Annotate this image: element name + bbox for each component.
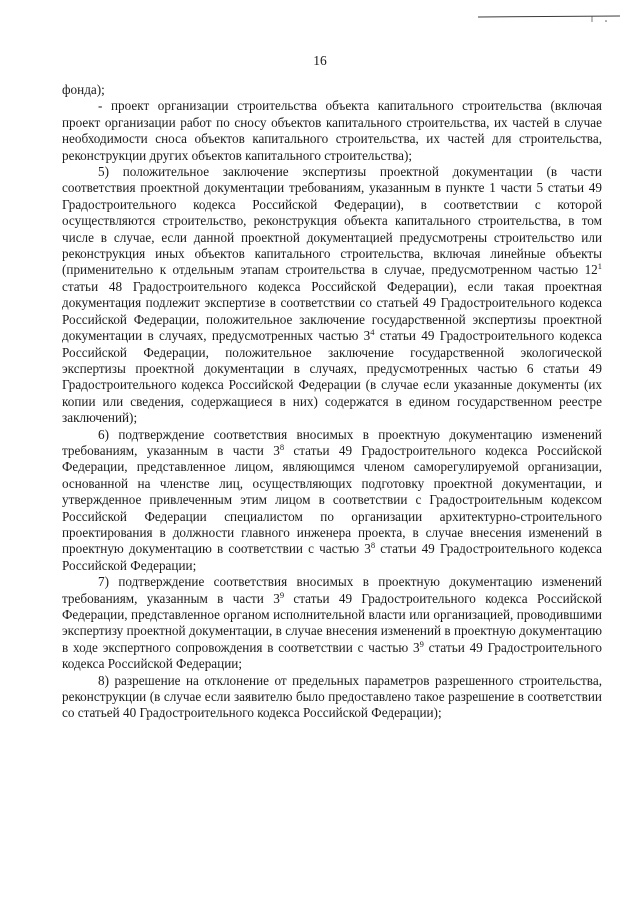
scan-corner-mark [474,12,624,24]
paragraph [62,164,602,427]
paragraph-text: статьи 49 Градостроительного кодекса Российской Федерации; [62,541,603,573]
superscript: 8 [370,540,376,551]
document-body [62,82,602,722]
paragraph-text: 7) подтверждение соответствия вносимых в проектную документацию изменений требованиям, указанным в части 3 [62,574,602,606]
superscript: 9 [419,638,424,649]
paragraph [62,574,602,672]
paragraph [62,98,602,164]
paragraph-text: статьи 49 Градостроительного кодекса Российской Федерации; [62,639,602,672]
paragraph-text: - проект организации строительства объекта капитального строительства (включая проект организации работ по сносу объектов капитального строительства, их частей в случае необходимости сноса объектов капитального строительства, их частей для строительства, реконструкции других объектов капитального строительства); [62,98,602,163]
superscript: 8 [279,441,285,452]
paragraph-text: статьи 49 Градостроительного кодекса Российской Федерации, представленное лицом, являющимся членом саморегулируемой организации, основанной на членстве лиц, осуществляющих подготовку проектной документации, и утвержденное привлеченным этим лицом в соответствии с Градостроительным кодексом Российской Федерации специалистом по организации архитектурно-строительного проектирования в должности главного инженера проекта, в случае внесения изменений в проектную документацию в соответствии с частью 3 [62,442,602,557]
superscript: 1 [597,261,602,272]
paragraph-text: статьи 49 Градостроительного кодекса Российской Федерации, представленное органом исполнительной власти или организацией, проводившими экспертизу проектной документации, в случае внесения изменений в проектную документацию в ходе экспертного сопровождения в соответствии с частью 3 [62,590,602,655]
paragraph [62,82,602,98]
page-number: 16 [313,53,327,68]
superscript: 4 [370,327,375,338]
paragraph-text: статьи 48 Градостроительного кодекса Российской Федерации), если такая проектная документация подлежит экспертизе в соответствии со статьей 49 Градостроительного кодекса Российской Федерации, положительное заключение государственной экспертизы проектной документации в случаях, предусмотренных частью 3 [62,278,602,344]
paragraph-text: 8) разрешение на отклонение от предельных параметров разрешенного строительства, реконструкции (в случае если заявителю было предоставлено такое разрешение в соответствии со статьей 40 Градостроительного кодекса Российской Федерации); [62,672,602,721]
paragraph-text: 6) подтверждение соответствия вносимых в проектную документацию изменений требованиям, указанным в части 3 [62,426,602,458]
paragraph [62,427,602,575]
paragraph-text: статьи 49 Градостроительного кодекса Российской Федерации, положительное заключение государственной экологической экспертизы проектной документации в случаях, предусмотренных частью 6 статьи 49 Градостроительного кодекса Российской Федерации (в случае если указанные документы (их копии или сведения, содержащиеся в них) содержатся в едином государственном реестре заключений); [62,328,602,426]
superscript: 9 [279,589,285,600]
paragraph [62,673,602,722]
paragraph-text: 5) положительное заключение экспертизы проектной документации (в части соответствия проектной документации требованиям, указанным в пункте 1 части 5 статьи 49 Градостроительного кодекса Российской Федерации), в соответствии с которой осуществляются строительство, реконструкция объекта капитального строительства, в том числе в случае, если данной проектной документацией предусмотрены строительство или реконструкция иных объектов капитального строительства, включая линейные объекты (применительно к отдельным этапам строительства в случае, предусмотренном частью 12 [62,164,602,278]
paragraph-text: фонда); [62,82,105,97]
